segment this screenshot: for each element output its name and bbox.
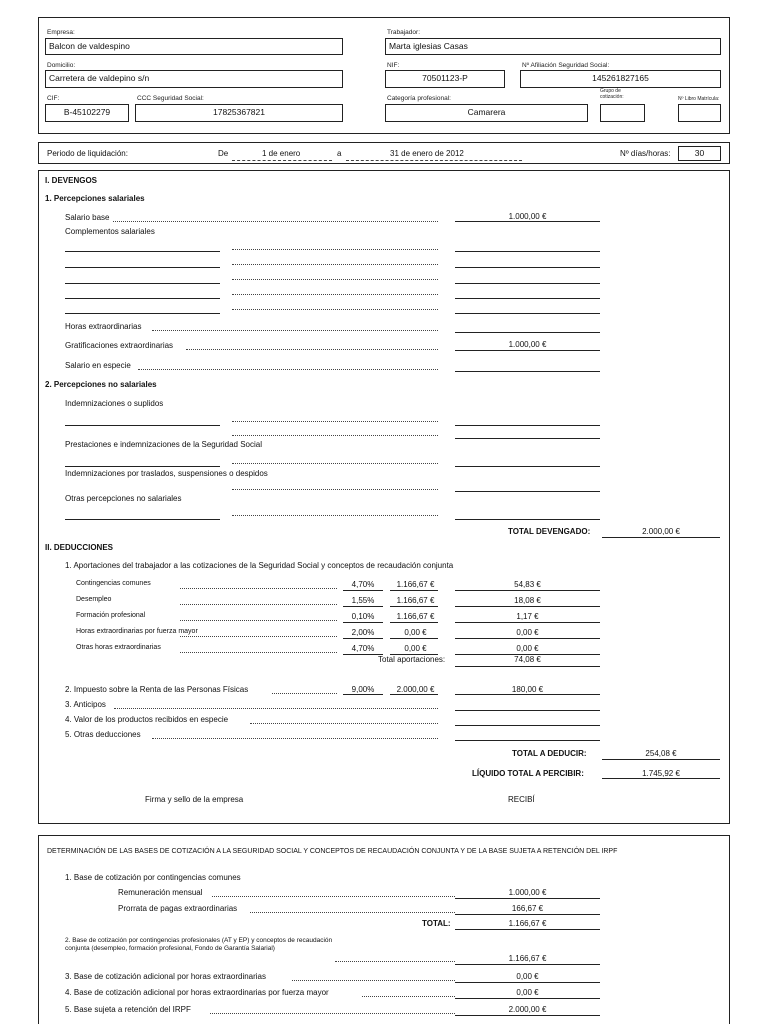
pct-line <box>343 590 383 591</box>
devengos-sec1: 1. Percepciones salariales <box>45 194 145 203</box>
devengos-title: I. DEVENGOS <box>45 176 98 185</box>
value-line <box>455 638 600 639</box>
prorrata-value[interactable]: 166,67 € <box>511 904 544 913</box>
pct-line <box>343 638 383 639</box>
libro-field[interactable] <box>678 104 721 122</box>
aportacion-base[interactable]: 0,00 € <box>404 644 427 653</box>
trabajador-label: Trabajador: <box>387 29 420 36</box>
irpf-value[interactable]: 180,00 € <box>511 685 544 694</box>
aportacion-label: Desempleo <box>76 596 112 603</box>
value-line <box>455 438 600 439</box>
blank-line <box>65 283 220 284</box>
nif-field[interactable]: 70501123-P <box>385 70 505 88</box>
periodo-desde-line <box>232 160 332 161</box>
dots <box>232 435 438 436</box>
deducciones-sec1: 1. Aportaciones del trabajador a las cotizaciones de la Seguridad Social y conceptos de recaudación conjunta <box>65 561 454 570</box>
dots <box>114 708 438 709</box>
dots <box>232 309 438 310</box>
value-line <box>455 491 600 492</box>
recibi-label: RECIBÍ <box>508 795 535 804</box>
dots <box>272 693 337 694</box>
complementos-label: Complementos salariales <box>65 227 155 236</box>
base-line <box>390 622 438 623</box>
total-devengado-label: TOTAL DEVENGADO: <box>508 527 591 536</box>
indemnizaciones-label: Indemnizaciones o suplidos <box>65 399 164 408</box>
value-line <box>455 725 600 726</box>
grupo-field[interactable] <box>600 104 645 122</box>
categoria-field[interactable]: Camarera <box>385 104 588 122</box>
gratificaciones-value[interactable]: 1.000,00 € <box>508 340 547 349</box>
dots <box>362 996 455 997</box>
dots <box>232 249 438 250</box>
pct-line <box>343 622 383 623</box>
dias-field[interactable]: 30 <box>678 146 721 161</box>
aportacion-value[interactable]: 0,00 € <box>516 644 539 653</box>
irpf-base[interactable]: 2.000,00 € <box>396 685 435 694</box>
ccc-field[interactable]: 17825367821 <box>135 104 343 122</box>
aportacion-pct[interactable]: 0,10% <box>351 612 375 621</box>
prorrata-label: Prorrata de pagas extraordinarias <box>118 904 238 913</box>
value-line <box>455 371 600 372</box>
blank-line <box>65 425 220 426</box>
afiliacion-field[interactable]: 145261827165 <box>520 70 721 88</box>
value-line <box>455 622 600 623</box>
value-line <box>455 1015 600 1016</box>
b2-value[interactable]: 1.166,67 € <box>508 954 547 963</box>
dots <box>335 961 455 962</box>
salario-base-label: Salario base <box>65 213 110 222</box>
dots <box>232 515 438 516</box>
blank-line <box>65 466 220 467</box>
total-deducir-value[interactable]: 254,08 € <box>645 749 677 758</box>
empresa-field[interactable]: Balcon de valdespino <box>45 38 343 55</box>
aportacion-label: Horas extraordinarias por fuerza mayor <box>76 628 198 635</box>
dots <box>186 349 438 350</box>
aportacion-pct[interactable]: 4,70% <box>351 644 375 653</box>
pct-line <box>343 694 383 695</box>
dots <box>180 620 337 621</box>
remuneracion-label: Remuneración mensual <box>118 888 203 897</box>
value-line <box>455 350 600 351</box>
value-line <box>455 466 600 467</box>
anticipos-label: 3. Anticipos <box>65 700 106 709</box>
value-line <box>602 537 720 538</box>
otras-ded-label: 5. Otras deducciones <box>65 730 141 739</box>
b3-label: 3. Base de cotización adicional por horas extraordinarias <box>65 972 267 981</box>
gratificaciones-label: Gratificaciones extraordinarias <box>65 341 174 350</box>
irpf-pct[interactable]: 9,00% <box>351 685 375 694</box>
firma-label: Firma y sello de la empresa <box>145 795 244 804</box>
value-line <box>455 251 600 252</box>
value-line <box>455 221 600 222</box>
value-line <box>455 666 600 667</box>
aportacion-base[interactable]: 1.166,67 € <box>396 580 435 589</box>
aportacion-label: Otras horas extraordinarias <box>76 644 161 651</box>
b3-value[interactable]: 0,00 € <box>516 972 539 981</box>
aportacion-value[interactable]: 18,08 € <box>514 596 541 605</box>
b4-value[interactable]: 0,00 € <box>516 988 539 997</box>
periodo-label: Periodo de liquidación: <box>47 149 128 158</box>
value-line <box>602 759 720 760</box>
dots <box>212 896 455 897</box>
periodo-de: De <box>218 149 229 158</box>
value-line <box>455 694 600 695</box>
value-line <box>455 710 600 711</box>
dots <box>152 330 438 331</box>
afiliacion-label: Nº Afiliación Seguridad Social: <box>522 62 610 69</box>
value-line <box>455 590 600 591</box>
value-line <box>602 778 720 779</box>
base-line <box>390 638 438 639</box>
aportacion-base[interactable]: 1.166,67 € <box>396 596 435 605</box>
total-deducir-label: TOTAL A DEDUCIR: <box>512 749 587 758</box>
liquido-value[interactable]: 1.745,92 € <box>642 769 680 778</box>
value-line <box>455 313 600 314</box>
horas-extra-label: Horas extraordinarias <box>65 322 142 331</box>
periodo-a: a <box>337 149 342 158</box>
dias-label: Nº días/horas: <box>620 149 671 158</box>
value-line <box>455 929 600 930</box>
dots <box>180 604 337 605</box>
liquido-label: LÍQUIDO TOTAL A PERCIBIR: <box>472 769 584 778</box>
categoria-label: Categoría profesional: <box>387 95 451 102</box>
pct-line <box>343 606 383 607</box>
value-line <box>455 519 600 520</box>
value-line <box>455 914 600 915</box>
aportacion-label: Contingencias comunes <box>76 580 151 587</box>
aportacion-base[interactable]: 1.166,67 € <box>396 612 435 621</box>
aportacion-value[interactable]: 1,17 € <box>516 612 539 621</box>
bases-total-value[interactable]: 1.166,67 € <box>508 919 547 928</box>
blank-line <box>65 267 220 268</box>
dots <box>232 279 438 280</box>
dots <box>232 489 438 490</box>
cif-label: CIF: <box>47 95 60 102</box>
b2-label: 2. Base de cotización por contingencias profesionales (AT y EP) y conceptos de recaudación conjunta (desempleo, formación profesional, Fondo de Garantía Salarial) <box>65 937 333 952</box>
libro-label: Nº Libro Matrícula: <box>678 96 720 102</box>
value-line <box>455 267 600 268</box>
irpf-label: 2. Impuesto sobre la Renta de las Personas Físicas <box>65 685 249 694</box>
domicilio-label: Domicilio: <box>47 62 76 69</box>
ccc-label: CCC Seguridad Social: <box>137 95 204 102</box>
dots <box>232 294 438 295</box>
aportacion-label: Formación profesional <box>76 612 146 619</box>
value-line <box>455 982 600 983</box>
value-line <box>455 283 600 284</box>
value-line <box>455 898 600 899</box>
salario-base-value[interactable]: 1.000,00 € <box>508 212 547 221</box>
dots <box>232 264 438 265</box>
grupo-label: Grupo de cotización: <box>600 88 624 100</box>
especie-label: Salario en especie <box>65 361 131 370</box>
aportacion-pct[interactable]: 2,00% <box>351 628 375 637</box>
value-line <box>455 332 600 333</box>
prestaciones-label: Prestaciones e indemnizaciones de la Seguridad Social <box>65 440 263 449</box>
b1-label: 1. Base de cotización por contingencias comunes <box>65 873 241 882</box>
b4-label: 4. Base de cotización adicional por horas extraordinarias por fuerza mayor <box>65 988 329 997</box>
value-line <box>455 298 600 299</box>
dots <box>180 636 337 637</box>
bases-title: DETERMINACIÓN DE LAS BASES DE COTIZACIÓN A LA SEGURIDAD SOCIAL Y CONCEPTOS DE RECAUDACIÓN CONJUNTA Y DE LA BASE SUJETA A RETENCIÓN DEL IRPF <box>47 848 618 855</box>
value-line <box>455 998 600 999</box>
base-line <box>390 590 438 591</box>
base-line <box>390 694 438 695</box>
dots <box>232 463 438 464</box>
aportacion-base[interactable]: 0,00 € <box>404 628 427 637</box>
cif-field[interactable]: B-45102279 <box>45 104 129 122</box>
deducciones-title: II. DEDUCCIONES <box>45 543 114 552</box>
domicilio-field[interactable]: Carretera de valdepino s/n <box>45 70 343 88</box>
dots <box>113 221 438 222</box>
b5-value[interactable]: 2.000,00 € <box>508 1005 547 1014</box>
dots <box>138 369 438 370</box>
especie-ded-label: 4. Valor de los productos recibidos en especie <box>65 715 229 724</box>
devengos-sec2: 2. Percepciones no salariales <box>45 380 157 389</box>
pct-line <box>343 654 383 655</box>
value-line <box>455 606 600 607</box>
otras-percepciones-label: Otras percepciones no salariales <box>65 494 182 503</box>
dots <box>180 588 337 589</box>
bases-total-label: TOTAL: <box>422 919 451 928</box>
aportacion-value[interactable]: 0,00 € <box>516 628 539 637</box>
base-line <box>390 606 438 607</box>
nif-label: NIF: <box>387 62 400 69</box>
value-line <box>455 425 600 426</box>
dots <box>250 723 438 724</box>
traslados-label: Indemnizaciones por traslados, suspensiones o despidos <box>65 469 268 478</box>
total-aportaciones-label: Total aportaciones: <box>378 655 446 664</box>
dots <box>152 738 438 739</box>
dots <box>232 421 438 422</box>
dots <box>292 980 455 981</box>
periodo-hasta[interactable]: 31 de enero de 2012 <box>390 149 464 158</box>
aportacion-pct[interactable]: 4,70% <box>351 580 375 589</box>
dots <box>250 912 455 913</box>
aportacion-pct[interactable]: 1,55% <box>351 596 375 605</box>
blank-line <box>65 251 220 252</box>
dots <box>210 1013 455 1014</box>
periodo-hasta-line <box>346 160 522 161</box>
dots <box>180 652 337 653</box>
blank-line <box>65 519 220 520</box>
remuneracion-value[interactable]: 1.000,00 € <box>508 888 547 897</box>
trabajador-field[interactable]: Marta iglesias Casas <box>385 38 721 55</box>
total-aportaciones-value[interactable]: 74,08 € <box>514 655 541 664</box>
empresa-label: Empresa: <box>47 29 75 36</box>
periodo-desde[interactable]: 1 de enero <box>262 149 301 158</box>
aportacion-value[interactable]: 54,83 € <box>514 580 541 589</box>
value-line <box>455 740 600 741</box>
blank-line <box>65 313 220 314</box>
blank-line <box>65 298 220 299</box>
value-line <box>455 964 600 965</box>
total-devengado-value[interactable]: 2.000,00 € <box>642 527 680 536</box>
b5-label: 5. Base sujeta a retención del IRPF <box>65 1005 191 1014</box>
